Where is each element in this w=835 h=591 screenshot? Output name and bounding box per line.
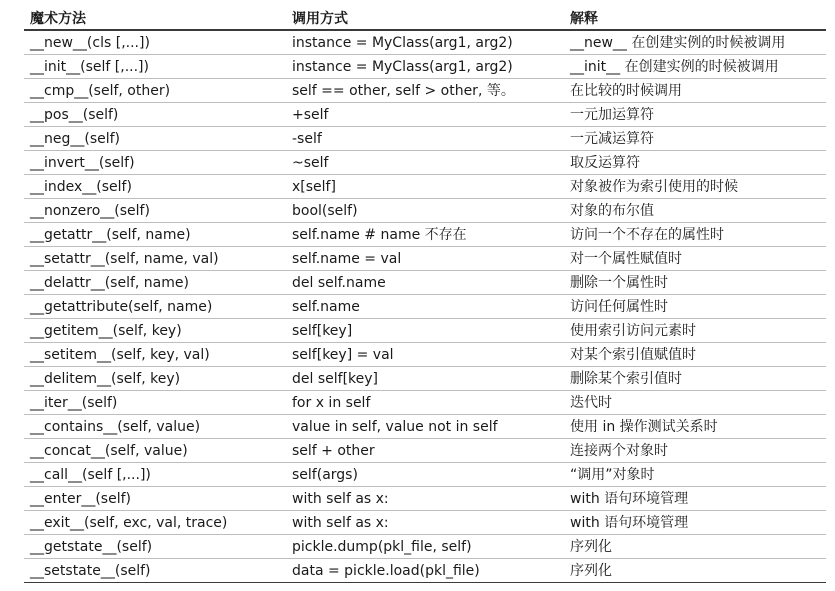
header-call-style: 调用方式 bbox=[286, 6, 564, 30]
table-row bbox=[24, 223, 826, 247]
method-cell: __call__(self [,...]) bbox=[24, 463, 286, 487]
explanation-cell: 序列化 bbox=[564, 559, 826, 583]
explanation-cell: 访问一个不存在的属性时 bbox=[564, 223, 826, 247]
call-cell: data = pickle.load(pkl_file) bbox=[286, 559, 564, 583]
table-row bbox=[24, 319, 826, 343]
explanation-cell: 访问任何属性时 bbox=[564, 295, 826, 319]
method-cell: __pos__(self) bbox=[24, 103, 286, 127]
table-row bbox=[24, 463, 826, 487]
call-cell: instance = MyClass(arg1, arg2) bbox=[286, 55, 564, 79]
method-cell: __index__(self) bbox=[24, 175, 286, 199]
header-row bbox=[24, 6, 826, 30]
method-cell: __getstate__(self) bbox=[24, 535, 286, 559]
method-cell: __invert__(self) bbox=[24, 151, 286, 175]
method-cell: __delitem__(self, key) bbox=[24, 367, 286, 391]
table-row bbox=[24, 391, 826, 415]
explanation-cell: 对象的布尔值 bbox=[564, 199, 826, 223]
call-cell: del self.name bbox=[286, 271, 564, 295]
method-cell: __concat__(self, value) bbox=[24, 439, 286, 463]
call-cell: for x in self bbox=[286, 391, 564, 415]
call-cell: self.name # name 不存在 bbox=[286, 223, 564, 247]
explanation-cell: 删除一个属性时 bbox=[564, 271, 826, 295]
table-row bbox=[24, 487, 826, 511]
explanation-cell: __init__ 在创建实例的时候被调用 bbox=[564, 55, 826, 79]
method-cell: __getitem__(self, key) bbox=[24, 319, 286, 343]
table-row bbox=[24, 559, 826, 583]
call-cell: self[key] = val bbox=[286, 343, 564, 367]
call-cell: +self bbox=[286, 103, 564, 127]
table-row bbox=[24, 367, 826, 391]
explanation-cell: 使用索引访问元素时 bbox=[564, 319, 826, 343]
explanation-cell: 对某个索引值赋值时 bbox=[564, 343, 826, 367]
table-row bbox=[24, 79, 826, 103]
call-cell: self == other, self > other, 等。 bbox=[286, 79, 564, 103]
call-cell: del self[key] bbox=[286, 367, 564, 391]
table-row bbox=[24, 271, 826, 295]
explanation-cell: 连接两个对象时 bbox=[564, 439, 826, 463]
explanation-cell: with 语句环境管理 bbox=[564, 511, 826, 535]
table-row bbox=[24, 175, 826, 199]
call-cell: x[self] bbox=[286, 175, 564, 199]
method-cell: __getattribute(self, name) bbox=[24, 295, 286, 319]
table-row bbox=[24, 535, 826, 559]
method-cell: __nonzero__(self) bbox=[24, 199, 286, 223]
method-cell: __setitem__(self, key, val) bbox=[24, 343, 286, 367]
explanation-cell: “调用”对象时 bbox=[564, 463, 826, 487]
table-row bbox=[24, 127, 826, 151]
explanation-cell: 一元减运算符 bbox=[564, 127, 826, 151]
table-row bbox=[24, 343, 826, 367]
explanation-cell: 一元加运算符 bbox=[564, 103, 826, 127]
method-cell: __setattr__(self, name, val) bbox=[24, 247, 286, 271]
table-row bbox=[24, 511, 826, 535]
explanation-cell: 序列化 bbox=[564, 535, 826, 559]
explanation-cell: 取反运算符 bbox=[564, 151, 826, 175]
call-cell: instance = MyClass(arg1, arg2) bbox=[286, 30, 564, 55]
call-cell: self(args) bbox=[286, 463, 564, 487]
table-header bbox=[24, 6, 826, 30]
explanation-cell: __new__ 在创建实例的时候被调用 bbox=[564, 30, 826, 55]
call-cell: self.name = val bbox=[286, 247, 564, 271]
method-cell: __neg__(self) bbox=[24, 127, 286, 151]
table-row bbox=[24, 103, 826, 127]
call-cell: self + other bbox=[286, 439, 564, 463]
call-cell: pickle.dump(pkl_file, self) bbox=[286, 535, 564, 559]
explanation-cell: 迭代时 bbox=[564, 391, 826, 415]
explanation-cell: with 语句环境管理 bbox=[564, 487, 826, 511]
method-cell: __getattr__(self, name) bbox=[24, 223, 286, 247]
method-cell: __delattr__(self, name) bbox=[24, 271, 286, 295]
explanation-cell: 使用 in 操作测试关系时 bbox=[564, 415, 826, 439]
call-cell: -self bbox=[286, 127, 564, 151]
call-cell: value in self, value not in self bbox=[286, 415, 564, 439]
explanation-cell: 对象被作为索引使用的时候 bbox=[564, 175, 826, 199]
table-row bbox=[24, 295, 826, 319]
method-cell: __contains__(self, value) bbox=[24, 415, 286, 439]
table-row bbox=[24, 439, 826, 463]
explanation-cell: 删除某个索引值时 bbox=[564, 367, 826, 391]
call-cell: with self as x: bbox=[286, 487, 564, 511]
header-magic-method: 魔术方法 bbox=[24, 6, 286, 30]
table-row bbox=[24, 55, 826, 79]
method-cell: __new__(cls [,...]) bbox=[24, 30, 286, 55]
table-row bbox=[24, 199, 826, 223]
method-cell: __init__(self [,...]) bbox=[24, 55, 286, 79]
table-row bbox=[24, 247, 826, 271]
method-cell: __cmp__(self, other) bbox=[24, 79, 286, 103]
table-row bbox=[24, 415, 826, 439]
method-cell: __iter__(self) bbox=[24, 391, 286, 415]
magic-methods-table bbox=[24, 6, 826, 583]
call-cell: bool(self) bbox=[286, 199, 564, 223]
explanation-cell: 在比较的时候调用 bbox=[564, 79, 826, 103]
call-cell: with self as x: bbox=[286, 511, 564, 535]
explanation-cell: 对一个属性赋值时 bbox=[564, 247, 826, 271]
table-row bbox=[24, 151, 826, 175]
method-cell: __enter__(self) bbox=[24, 487, 286, 511]
table-body bbox=[24, 30, 826, 583]
call-cell: self.name bbox=[286, 295, 564, 319]
table-row bbox=[24, 30, 826, 55]
method-cell: __exit__(self, exc, val, trace) bbox=[24, 511, 286, 535]
call-cell: ~self bbox=[286, 151, 564, 175]
method-cell: __setstate__(self) bbox=[24, 559, 286, 583]
call-cell: self[key] bbox=[286, 319, 564, 343]
header-explanation: 解释 bbox=[564, 6, 826, 30]
